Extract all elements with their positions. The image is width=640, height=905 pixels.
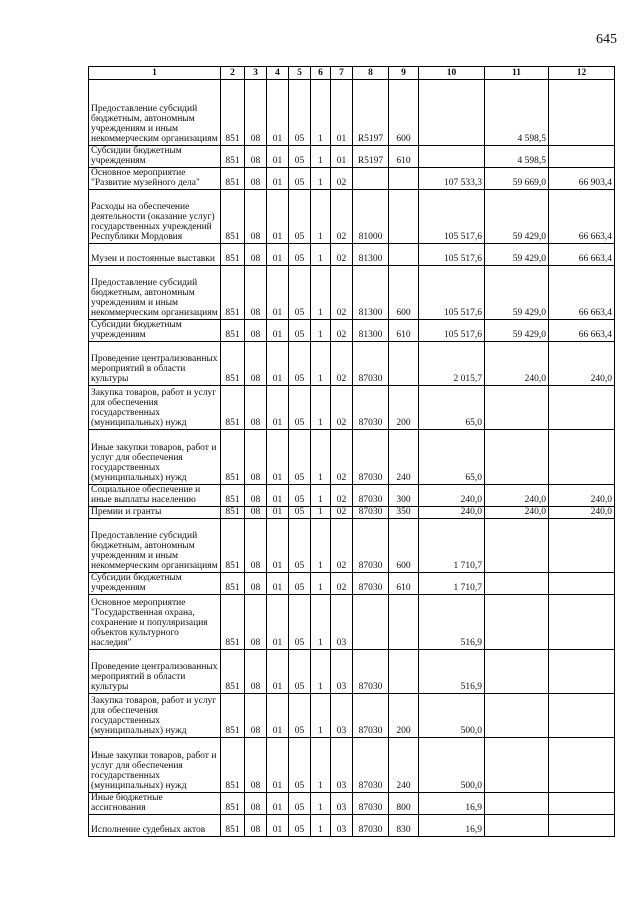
cell-subsection: 01: [267, 815, 289, 837]
cell-subsection: 01: [267, 320, 289, 342]
cell-expense-type: 350: [389, 507, 419, 519]
cell-event: 03: [331, 738, 353, 793]
cell-amount-col10: 500,0: [419, 694, 485, 738]
table-row: [89, 485, 615, 507]
cell-section: 08: [245, 573, 267, 595]
cell-expense-direction: 87030: [353, 793, 389, 815]
cell-amount-col12: [549, 650, 615, 694]
cell-name: Основное мероприятие "Развитие музейного дела": [89, 168, 221, 190]
cell-admin-code: 851: [221, 573, 245, 595]
cell-subsection: 01: [267, 507, 289, 519]
cell-program: 05: [289, 266, 311, 320]
column-header-11: 11: [485, 67, 549, 80]
cell-amount-col11: 240,0: [485, 485, 549, 507]
cell-subsection: 01: [267, 793, 289, 815]
cell-amount-col10: 516,9: [419, 595, 485, 650]
cell-program: 05: [289, 485, 311, 507]
cell-expense-type: 610: [389, 146, 419, 168]
cell-expense-direction: R5197: [353, 146, 389, 168]
cell-expense-direction: 81300: [353, 244, 389, 266]
cell-subsection: 01: [267, 342, 289, 386]
cell-amount-col12: 66 663,4: [549, 244, 615, 266]
cell-amount-col10: [419, 80, 485, 146]
cell-event: 02: [331, 573, 353, 595]
cell-amount-col10: 1 710,7: [419, 573, 485, 595]
cell-section: 08: [245, 485, 267, 507]
column-header-10: 10: [419, 67, 485, 80]
cell-event: 03: [331, 595, 353, 650]
column-header-6: 6: [311, 67, 331, 80]
cell-amount-col12: 66 663,4: [549, 320, 615, 342]
table-header-row: [89, 67, 615, 80]
cell-amount-col10: [419, 146, 485, 168]
cell-admin-code: 851: [221, 320, 245, 342]
cell-amount-col10: 65,0: [419, 386, 485, 430]
cell-expense-type: 600: [389, 519, 419, 573]
cell-name: Предоставление субсидий бюджетным, автономным учреждениям и иным некоммерческим организациям: [89, 519, 221, 573]
cell-name: Иные бюджетные ассигнования: [89, 793, 221, 815]
column-header-9: 9: [389, 67, 419, 80]
cell-amount-col11: 59 429,0: [485, 266, 549, 320]
cell-admin-code: 851: [221, 168, 245, 190]
cell-amount-col10: 16,9: [419, 815, 485, 837]
cell-expense-direction: 87030: [353, 507, 389, 519]
table-row: [89, 168, 615, 190]
cell-amount-col10: 105 517,6: [419, 266, 485, 320]
table-row: [89, 519, 615, 573]
cell-admin-code: 851: [221, 519, 245, 573]
cell-amount-col11: 59 669,0: [485, 168, 549, 190]
cell-admin-code: 851: [221, 650, 245, 694]
cell-program: 05: [289, 507, 311, 519]
cell-program: 05: [289, 793, 311, 815]
cell-amount-col11: [485, 386, 549, 430]
cell-expense-type: 610: [389, 320, 419, 342]
cell-admin-code: 851: [221, 595, 245, 650]
cell-name: Иные закупки товаров, работ и услуг для обеспечения государственных (муниципальных) нужд: [89, 430, 221, 485]
cell-subsection: 01: [267, 266, 289, 320]
cell-expense-direction: 87030: [353, 386, 389, 430]
cell-expense-direction: 87030: [353, 738, 389, 793]
cell-event: 02: [331, 168, 353, 190]
cell-event: 03: [331, 815, 353, 837]
cell-expense-type: [389, 190, 419, 244]
cell-expense-type: 800: [389, 793, 419, 815]
cell-event: 03: [331, 650, 353, 694]
cell-expense-type: [389, 342, 419, 386]
table-row: [89, 650, 615, 694]
table-row: [89, 190, 615, 244]
cell-program: 05: [289, 168, 311, 190]
cell-program: 05: [289, 573, 311, 595]
cell-subsection: 01: [267, 146, 289, 168]
cell-subsection: 01: [267, 519, 289, 573]
cell-subsection: 01: [267, 595, 289, 650]
cell-amount-col11: 59 429,0: [485, 190, 549, 244]
cell-expense-direction: [353, 168, 389, 190]
cell-expense-direction: 87030: [353, 815, 389, 837]
cell-expense-direction: 87030: [353, 519, 389, 573]
cell-expense-direction: 81000: [353, 190, 389, 244]
cell-amount-col11: 240,0: [485, 342, 549, 386]
cell-admin-code: 851: [221, 386, 245, 430]
cell-amount-col10: 516,9: [419, 650, 485, 694]
cell-expense-type: 600: [389, 266, 419, 320]
cell-program: 05: [289, 80, 311, 146]
cell-amount-col11: [485, 595, 549, 650]
cell-subprogram: 1: [311, 650, 331, 694]
cell-expense-type: 240: [389, 430, 419, 485]
cell-expense-direction: 87030: [353, 430, 389, 485]
table-row: [89, 573, 615, 595]
cell-subprogram: 1: [311, 146, 331, 168]
cell-admin-code: 851: [221, 738, 245, 793]
cell-expense-type: [389, 244, 419, 266]
cell-amount-col10: 16,9: [419, 793, 485, 815]
cell-program: 05: [289, 738, 311, 793]
table-row: [89, 320, 615, 342]
cell-admin-code: 851: [221, 266, 245, 320]
cell-amount-col12: [549, 793, 615, 815]
cell-amount-col11: [485, 430, 549, 485]
cell-admin-code: 851: [221, 694, 245, 738]
cell-amount-col10: 240,0: [419, 507, 485, 519]
column-header-1: 1: [89, 67, 221, 80]
cell-amount-col11: [485, 519, 549, 573]
cell-amount-col12: [549, 386, 615, 430]
cell-section: 08: [245, 694, 267, 738]
cell-subprogram: 1: [311, 507, 331, 519]
cell-subprogram: 1: [311, 190, 331, 244]
cell-program: 05: [289, 190, 311, 244]
cell-admin-code: 851: [221, 793, 245, 815]
table-row: [89, 793, 615, 815]
cell-event: 02: [331, 430, 353, 485]
cell-amount-col11: [485, 694, 549, 738]
cell-name: Проведение централизованных мероприятий в области культуры: [89, 342, 221, 386]
cell-program: 05: [289, 244, 311, 266]
cell-amount-col12: 66 663,4: [549, 190, 615, 244]
cell-amount-col12: [549, 595, 615, 650]
cell-amount-col11: 4 598,5: [485, 146, 549, 168]
cell-subprogram: 1: [311, 485, 331, 507]
cell-expense-direction: 87030: [353, 650, 389, 694]
cell-section: 08: [245, 738, 267, 793]
cell-section: 08: [245, 342, 267, 386]
cell-amount-col10: 2 015,7: [419, 342, 485, 386]
cell-program: 05: [289, 146, 311, 168]
cell-amount-col12: 240,0: [549, 485, 615, 507]
cell-amount-col10: 65,0: [419, 430, 485, 485]
cell-subprogram: 1: [311, 595, 331, 650]
column-header-2: 2: [221, 67, 245, 80]
cell-name: Расходы на обеспечение деятельности (оказание услуг) государственных учреждений Республики Мордовия: [89, 190, 221, 244]
cell-amount-col12: [549, 519, 615, 573]
cell-name: Закупка товаров, работ и услуг для обеспечения государственных (муниципальных) нужд: [89, 694, 221, 738]
cell-section: 08: [245, 80, 267, 146]
table-row: [89, 266, 615, 320]
cell-expense-direction: 87030: [353, 573, 389, 595]
cell-amount-col12: [549, 430, 615, 485]
cell-event: 02: [331, 244, 353, 266]
cell-subprogram: 1: [311, 266, 331, 320]
cell-subsection: 01: [267, 386, 289, 430]
cell-amount-col11: [485, 793, 549, 815]
cell-amount-col12: 240,0: [549, 342, 615, 386]
cell-admin-code: 851: [221, 430, 245, 485]
cell-section: 08: [245, 815, 267, 837]
cell-subsection: 01: [267, 694, 289, 738]
cell-subprogram: 1: [311, 738, 331, 793]
cell-admin-code: 851: [221, 815, 245, 837]
cell-subsection: 01: [267, 244, 289, 266]
cell-admin-code: 851: [221, 244, 245, 266]
cell-section: 08: [245, 190, 267, 244]
cell-event: 02: [331, 507, 353, 519]
cell-amount-col11: 59 429,0: [485, 320, 549, 342]
cell-amount-col10: 240,0: [419, 485, 485, 507]
table-row: [89, 386, 615, 430]
cell-section: 08: [245, 519, 267, 573]
cell-event: 02: [331, 519, 353, 573]
cell-expense-type: 300: [389, 485, 419, 507]
cell-subsection: 01: [267, 430, 289, 485]
table-row: [89, 430, 615, 485]
cell-subprogram: 1: [311, 244, 331, 266]
cell-subsection: 01: [267, 168, 289, 190]
cell-event: 02: [331, 190, 353, 244]
cell-subprogram: 1: [311, 694, 331, 738]
cell-subprogram: 1: [311, 320, 331, 342]
cell-name: Предоставление субсидий бюджетным, автономным учреждениям и иным некоммерческим организациям: [89, 266, 221, 320]
cell-name: Музеи и постоянные выставки: [89, 244, 221, 266]
cell-section: 08: [245, 793, 267, 815]
cell-amount-col10: 105 517,6: [419, 190, 485, 244]
cell-event: 01: [331, 146, 353, 168]
cell-event: 03: [331, 793, 353, 815]
table-row: [89, 694, 615, 738]
cell-expense-direction: [353, 595, 389, 650]
cell-admin-code: 851: [221, 80, 245, 146]
cell-amount-col11: [485, 815, 549, 837]
cell-program: 05: [289, 815, 311, 837]
cell-expense-direction: R5197: [353, 80, 389, 146]
cell-expense-type: 610: [389, 573, 419, 595]
cell-amount-col12: 66 903,4: [549, 168, 615, 190]
cell-program: 05: [289, 342, 311, 386]
cell-event: 02: [331, 320, 353, 342]
cell-admin-code: 851: [221, 485, 245, 507]
cell-subprogram: 1: [311, 342, 331, 386]
column-header-5: 5: [289, 67, 311, 80]
cell-amount-col10: 500,0: [419, 738, 485, 793]
cell-subprogram: 1: [311, 386, 331, 430]
cell-expense-direction: 87030: [353, 694, 389, 738]
table-row: [89, 244, 615, 266]
cell-expense-direction: 87030: [353, 342, 389, 386]
cell-subprogram: 1: [311, 573, 331, 595]
cell-subprogram: 1: [311, 793, 331, 815]
cell-subprogram: 1: [311, 80, 331, 146]
cell-program: 05: [289, 595, 311, 650]
cell-program: 05: [289, 694, 311, 738]
cell-amount-col10: 105 517,6: [419, 244, 485, 266]
cell-name: Субсидии бюджетным учреждениям: [89, 146, 221, 168]
cell-name: Закупка товаров, работ и услуг для обеспечения государственных (муниципальных) нужд: [89, 386, 221, 430]
cell-program: 05: [289, 320, 311, 342]
cell-amount-col11: 240,0: [485, 507, 549, 519]
cell-amount-col12: 240,0: [549, 507, 615, 519]
cell-subsection: 01: [267, 650, 289, 694]
cell-program: 05: [289, 430, 311, 485]
cell-expense-direction: 81300: [353, 266, 389, 320]
cell-amount-col12: [549, 738, 615, 793]
cell-amount-col12: [549, 146, 615, 168]
cell-event: 02: [331, 485, 353, 507]
cell-event: 02: [331, 342, 353, 386]
table-body: [89, 80, 615, 837]
cell-admin-code: 851: [221, 342, 245, 386]
cell-amount-col11: 4 598,5: [485, 80, 549, 146]
cell-amount-col12: [549, 573, 615, 595]
cell-name: Субсидии бюджетным учреждениям: [89, 320, 221, 342]
cell-section: 08: [245, 320, 267, 342]
cell-expense-type: [389, 168, 419, 190]
column-header-8: 8: [353, 67, 389, 80]
cell-section: 08: [245, 430, 267, 485]
table-row: [89, 815, 615, 837]
cell-section: 08: [245, 266, 267, 320]
cell-section: 08: [245, 244, 267, 266]
cell-name: Иные закупки товаров, работ и услуг для обеспечения государственных (муниципальных) нужд: [89, 738, 221, 793]
cell-program: 05: [289, 650, 311, 694]
cell-amount-col10: 105 517,6: [419, 320, 485, 342]
cell-section: 08: [245, 595, 267, 650]
cell-amount-col11: [485, 650, 549, 694]
cell-section: 08: [245, 507, 267, 519]
cell-amount-col12: [549, 694, 615, 738]
cell-name: Социальное обеспечение и иные выплаты населению: [89, 485, 221, 507]
cell-expense-type: 240: [389, 738, 419, 793]
column-header-3: 3: [245, 67, 267, 80]
cell-subprogram: 1: [311, 430, 331, 485]
cell-name: Премии и гранты: [89, 507, 221, 519]
cell-subprogram: 1: [311, 168, 331, 190]
table-row: [89, 342, 615, 386]
column-header-12: 12: [549, 67, 615, 80]
cell-expense-direction: 87030: [353, 485, 389, 507]
cell-subprogram: 1: [311, 519, 331, 573]
column-header-4: 4: [267, 67, 289, 80]
cell-section: 08: [245, 146, 267, 168]
cell-subsection: 01: [267, 573, 289, 595]
budget-table: [88, 66, 615, 837]
cell-admin-code: 851: [221, 507, 245, 519]
table-row: [89, 80, 615, 146]
cell-program: 05: [289, 386, 311, 430]
cell-amount-col12: [549, 80, 615, 146]
cell-event: 03: [331, 694, 353, 738]
cell-amount-col12: [549, 815, 615, 837]
page-number: 645: [596, 32, 617, 47]
cell-expense-type: 830: [389, 815, 419, 837]
cell-admin-code: 851: [221, 190, 245, 244]
cell-name: Исполнение судебных актов: [89, 815, 221, 837]
cell-expense-direction: 81300: [353, 320, 389, 342]
cell-expense-type: 200: [389, 694, 419, 738]
cell-section: 08: [245, 650, 267, 694]
cell-subsection: 01: [267, 485, 289, 507]
cell-subsection: 01: [267, 80, 289, 146]
cell-name: Субсидии бюджетным учреждениям: [89, 573, 221, 595]
table-row: [89, 146, 615, 168]
cell-name: Предоставление субсидий бюджетным, автономным учреждениям и иным некоммерческим организациям: [89, 80, 221, 146]
cell-subprogram: 1: [311, 815, 331, 837]
cell-expense-type: [389, 650, 419, 694]
table-row: [89, 595, 615, 650]
cell-admin-code: 851: [221, 146, 245, 168]
cell-amount-col12: 66 663,4: [549, 266, 615, 320]
cell-amount-col11: [485, 738, 549, 793]
column-header-7: 7: [331, 67, 353, 80]
cell-program: 05: [289, 519, 311, 573]
cell-amount-col10: 1 710,7: [419, 519, 485, 573]
cell-section: 08: [245, 386, 267, 430]
table-row: [89, 738, 615, 793]
cell-amount-col10: 107 533,3: [419, 168, 485, 190]
cell-expense-type: 600: [389, 80, 419, 146]
cell-name: Основное мероприятие "Государственная охрана, сохранение и популяризация объектов культурного наследия": [89, 595, 221, 650]
cell-event: 01: [331, 80, 353, 146]
cell-subsection: 01: [267, 190, 289, 244]
cell-expense-type: 200: [389, 386, 419, 430]
cell-event: 02: [331, 266, 353, 320]
cell-section: 08: [245, 168, 267, 190]
cell-event: 02: [331, 386, 353, 430]
table-row: [89, 507, 615, 519]
cell-expense-type: [389, 595, 419, 650]
cell-amount-col11: 59 429,0: [485, 244, 549, 266]
cell-name: Проведение централизованных мероприятий в области культуры: [89, 650, 221, 694]
cell-subsection: 01: [267, 738, 289, 793]
cell-amount-col11: [485, 573, 549, 595]
